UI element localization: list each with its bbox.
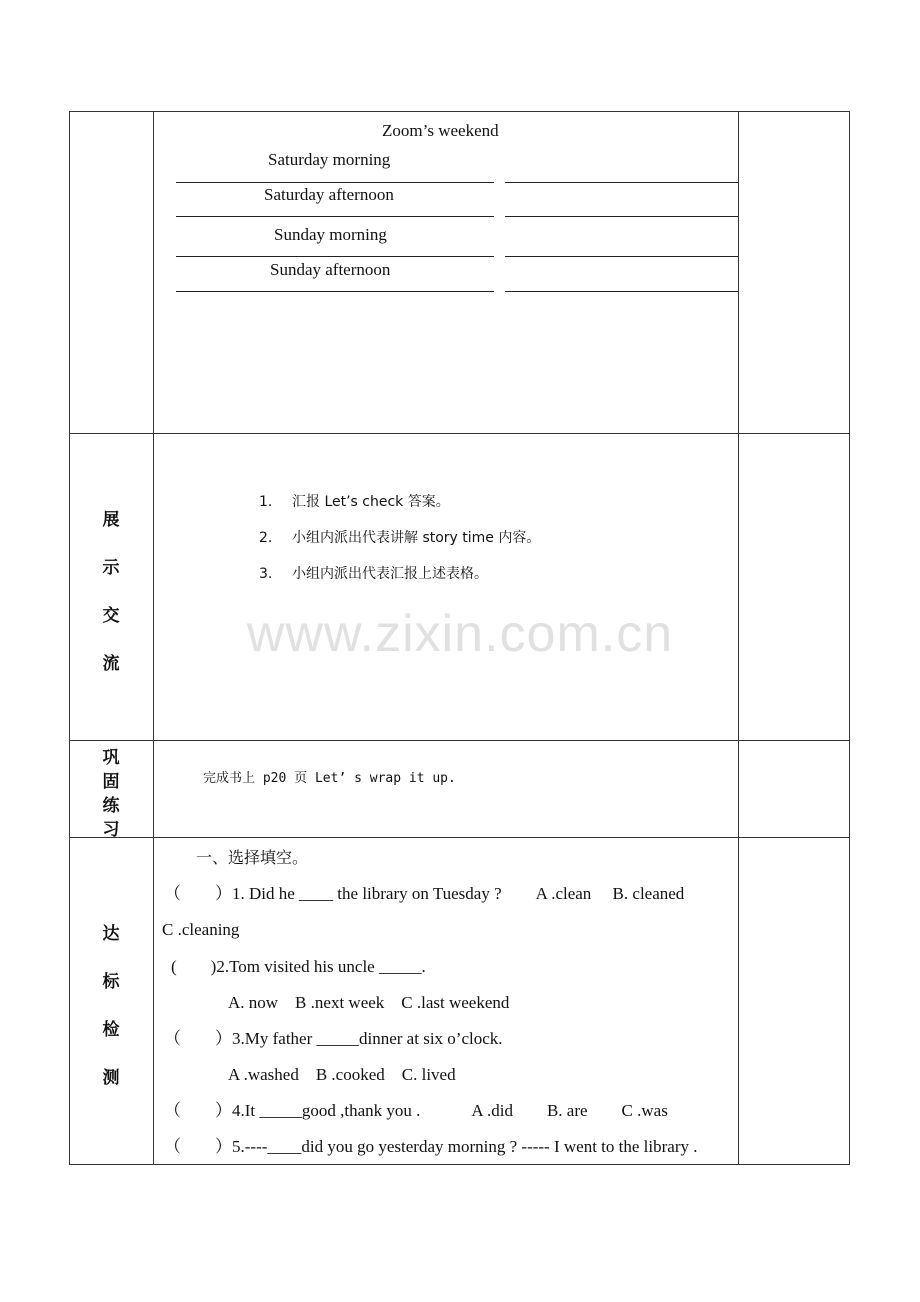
question-options: A. now B .next week C .last weekend	[228, 993, 510, 1012]
answer-blank	[176, 291, 494, 292]
question-line: C .cleaning	[162, 920, 240, 939]
weekend-row-label: Sunday morning	[274, 225, 387, 244]
label-char: 检	[102, 1020, 120, 1040]
show-item-text: 小组内派出代表汇报上述表格。	[292, 566, 488, 582]
table-row-divider	[69, 740, 850, 741]
answer-blank	[176, 216, 494, 217]
weekend-row-label: Saturday morning	[268, 150, 391, 169]
section-label-test	[69, 919, 153, 1111]
show-item-text: 小组内派出代表讲解 story time 内容。	[292, 530, 541, 546]
label-char: 固	[102, 772, 120, 792]
question-line: ( )2.Tom visited his uncle _____.	[171, 957, 426, 976]
table-border-bottom	[69, 1164, 850, 1165]
answer-blank	[505, 291, 738, 292]
question-line: （ ）1. Did he ____ the library on Tuesday ? A .clean B. cleaned	[164, 884, 685, 903]
table-border-top	[69, 111, 850, 112]
label-char: 标	[102, 972, 120, 992]
show-item-number: 2.	[259, 530, 273, 546]
table-row-divider	[69, 837, 850, 838]
show-item-number: 1.	[259, 494, 273, 510]
label-char: 交	[102, 606, 120, 626]
answer-blank	[505, 216, 738, 217]
label-char: 展	[102, 510, 120, 530]
consolidate-instruction: 完成书上 p20 页 Let’ s wrap it up.	[203, 771, 456, 786]
watermark: www.zixin.com.cn	[246, 605, 674, 663]
answer-blank	[505, 182, 738, 183]
weekend-row-label: Saturday afternoon	[264, 185, 394, 204]
label-char: 流	[102, 654, 120, 674]
table-row-divider	[69, 433, 850, 434]
label-char: 习	[102, 820, 120, 840]
label-char: 练	[102, 796, 120, 816]
question-options: A .washed B .cooked C. lived	[228, 1065, 456, 1084]
answer-blank	[176, 256, 494, 257]
section-label-consolidate	[69, 743, 153, 839]
answer-blank	[176, 182, 494, 183]
weekend-row-label: Sunday afternoon	[270, 260, 391, 279]
label-char: 巩	[102, 748, 120, 768]
question-line: （ ）5.----____did you go yesterday morning ? ----- I went to the library .	[164, 1137, 698, 1156]
label-char: 达	[102, 924, 120, 944]
show-item-number: 3.	[259, 566, 273, 582]
section-label-show	[69, 505, 153, 697]
weekend-title: Zoom’s weekend	[382, 121, 499, 140]
label-char: 示	[102, 558, 120, 578]
question-line: （ ）3.My father _____dinner at six o’clock.	[164, 1029, 503, 1048]
question-line: （ ）4.It _____good ,thank you . A .did B. are C .was	[164, 1101, 668, 1120]
show-item-text: 汇报 Let’s check 答案。	[292, 494, 450, 510]
test-heading: 一、选择填空。	[196, 848, 309, 867]
label-char: 测	[102, 1068, 120, 1088]
answer-blank	[505, 256, 738, 257]
